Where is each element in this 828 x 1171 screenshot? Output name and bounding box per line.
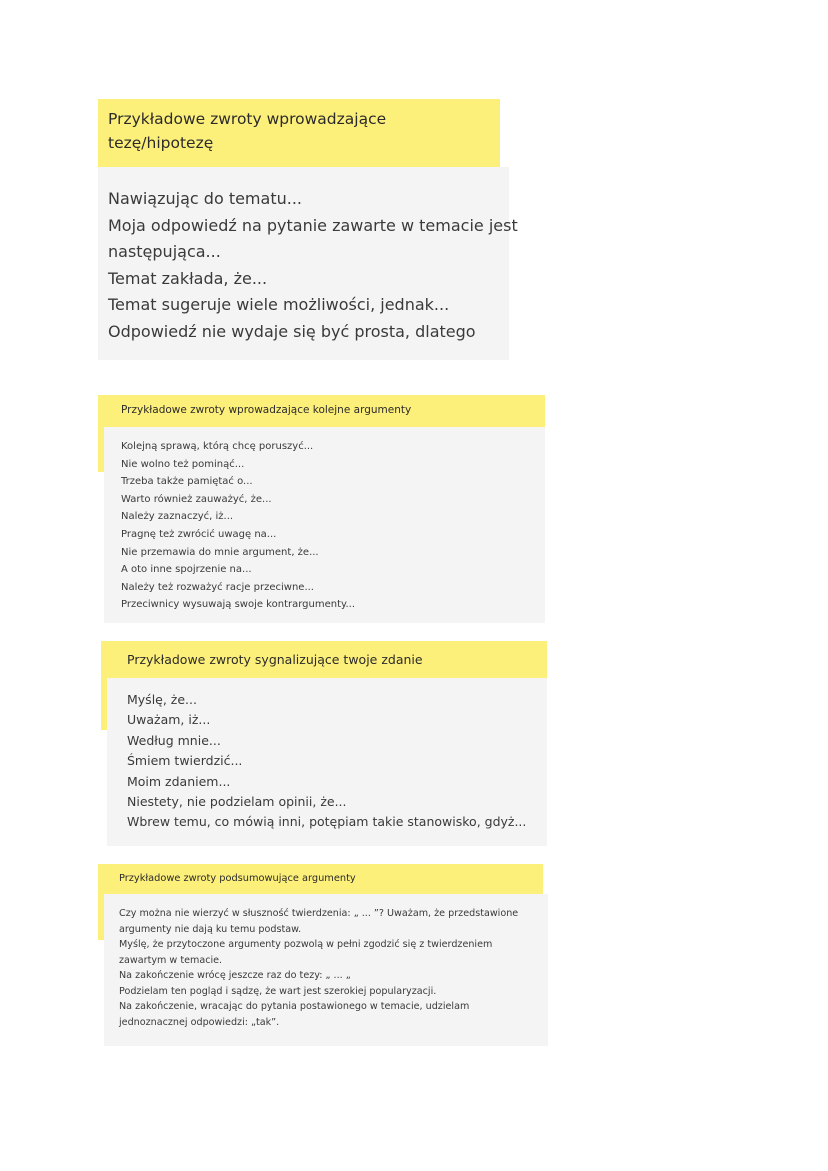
phrase-item: Wbrew temu, co mówią inni, potępiam takie stanowisko, gdyż... — [127, 814, 527, 830]
phrase-list — [127, 690, 526, 833]
section-title-line-1: Przykładowe zwroty wprowadzające — [108, 110, 387, 128]
phrase-item: Nie przemawia do mnie argument, że... — [121, 546, 319, 558]
section-title: Przykładowe zwroty podsumowujące argumenty — [119, 873, 356, 884]
phrase-item: Myślę, że... — [127, 692, 197, 707]
phrase-item: Przeciwnicy wysuwają swoje kontrargumenty... — [121, 599, 356, 611]
phrase-item: Odpowiedź nie wydaje się być prosta, dlatego — [108, 321, 476, 341]
phrase-item: Pragnę też zwrócić uwagę na... — [121, 528, 277, 540]
section-header — [101, 641, 547, 678]
phrase-item: następująca... — [108, 242, 221, 261]
section-title-line-2: tezę/hipotezę — [108, 134, 214, 152]
phrase-item: Nie wolno też pominąć... — [121, 458, 245, 470]
phrase-list — [108, 186, 518, 345]
phrase-item: Czy można nie wierzyć w słuszność twierdzenia: „ ... ”? Uważam, że przedstawione argumenty nie dają ku temu podstaw. — [119, 908, 519, 935]
phrase-item: Należy zaznaczyć, iż... — [121, 511, 234, 523]
phrase-item: Uważam, iż... — [127, 712, 211, 728]
section-title — [108, 107, 386, 155]
phrase-item: Nawiązując do tematu... — [108, 189, 302, 208]
section-title: Przykładowe zwroty sygnalizujące twoje zdanie — [127, 652, 423, 667]
phrase-item: Podzielam ten pogląd i sądzę, że wart jest szerokiej popularyzacji. — [119, 985, 437, 997]
phrase-item: Moim zdaniem... — [127, 773, 231, 789]
phrase-item: Kolejną sprawą, którą chcę poruszyć... — [121, 441, 314, 452]
phrase-list — [121, 438, 355, 614]
phrase-item: Temat zakłada, że... — [108, 268, 268, 288]
phrase-item: Temat sugeruje wiele możliwości, jednak... — [108, 295, 450, 314]
phrase-list — [119, 906, 537, 1030]
phrase-item: Śmiem twierdzić... — [127, 753, 243, 769]
phrase-item: Według mnie... — [127, 732, 221, 748]
phrase-item: Trzeba także pamiętać o... — [121, 476, 253, 488]
section-header — [98, 99, 500, 167]
phrase-item: A oto inne spojrzenie na... — [121, 564, 252, 576]
section-header — [98, 395, 545, 427]
phrase-item: Moja odpowiedź na pytanie zawarte w temacie jest — [108, 215, 518, 235]
phrase-item: Należy też rozważyć racje przeciwne... — [121, 581, 314, 593]
phrase-item: Myślę, że przytoczone argumenty pozwolą w pełni zgodzić się z twierdzeniem zawartym w temacie. — [119, 939, 493, 966]
phrase-item: Na zakończenie wrócę jeszcze raz do tezy: „ ... „ — [119, 970, 351, 981]
section-header — [98, 864, 543, 894]
phrase-item: Niestety, nie podzielam opinii, że... — [127, 794, 347, 810]
phrase-item: Warto również zauważyć, że... — [121, 493, 272, 505]
section-title: Przykładowe zwroty wprowadzające kolejne argumenty — [121, 404, 412, 416]
phrase-item: Na zakończenie, wracając do pytania postawionego w temacie, udzielam jednoznacznej odpowiedzi: „tak”. — [119, 1001, 470, 1028]
